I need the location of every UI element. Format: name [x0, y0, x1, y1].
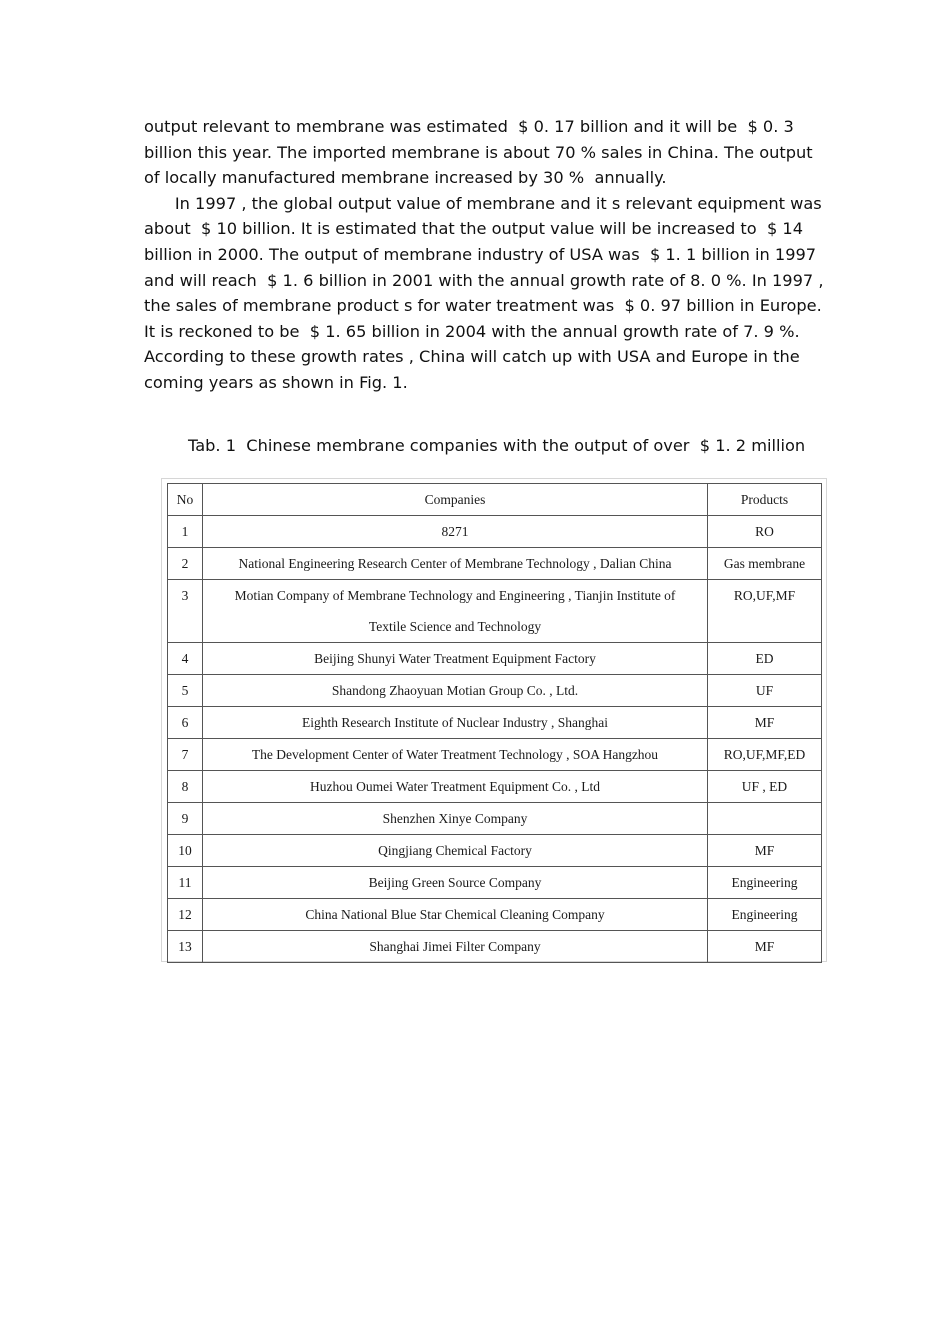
table-row: [168, 899, 822, 931]
header-no: No: [168, 484, 203, 516]
row-company: 8271: [203, 516, 708, 548]
row-company: Beijing Shunyi Water Treatment Equipment Factory: [203, 643, 708, 675]
row-no: 9: [168, 803, 203, 835]
table-row: [168, 580, 822, 643]
row-no: 6: [168, 707, 203, 739]
row-company: China National Blue Star Chemical Cleaning Company: [203, 899, 708, 931]
row-product: Gas membrane: [708, 548, 822, 580]
table-caption: Tab. 1 Chinese membrane companies with the output of over $ 1. 2 million: [188, 436, 806, 455]
row-company: National Engineering Research Center of Membrane Technology , Dalian China: [203, 548, 708, 580]
text-line: billion in 2000. The output of membrane industry of USA was $ 1. 1 billion in 1997: [144, 244, 817, 264]
text-line: coming years as shown in Fig. 1.: [144, 372, 408, 392]
row-company: Eighth Research Institute of Nuclear Industry , Shanghai: [203, 707, 708, 739]
table-row: [168, 867, 822, 899]
row-product: Engineering: [708, 867, 822, 899]
row-no: 13: [168, 931, 203, 963]
row-product: ED: [708, 643, 822, 675]
row-no-text: 3: [181, 588, 189, 603]
row-product: RO,UF,MF,ED: [708, 739, 822, 771]
row-no: 11: [168, 867, 203, 899]
text-line: It is reckoned to be $ 1. 65 billion in 2004 with the annual growth rate of 7. 9 %.: [144, 321, 800, 341]
text-line: output relevant to membrane was estimated $ 0. 17 billion and it will be $ 0. 3: [144, 117, 794, 136]
row-product: Engineering: [708, 899, 822, 931]
row-no: 7: [168, 739, 203, 771]
row-product: UF: [708, 675, 822, 707]
row-no: [168, 580, 203, 643]
row-no: 4: [168, 643, 203, 675]
table-row: [168, 675, 822, 707]
text-line: and will reach $ 1. 6 billion in 2001 with the annual growth rate of 8. 0 %. In 1997 ,: [144, 270, 824, 290]
row-no: 2: [168, 548, 203, 580]
row-company: Huzhou Oumei Water Treatment Equipment Co. , Ltd: [203, 771, 708, 803]
table-figure: [161, 478, 827, 962]
row-company: Shandong Zhaoyuan Motian Group Co. , Ltd.: [203, 675, 708, 707]
row-product: MF: [708, 931, 822, 963]
companies-table: [167, 483, 822, 963]
row-product: MF: [708, 835, 822, 867]
row-product: UF , ED: [708, 771, 822, 803]
row-no: 5: [168, 675, 203, 707]
header-products: Products: [708, 484, 822, 516]
row-company: Shanghai Jimei Filter Company: [203, 931, 708, 963]
header-companies: Companies: [203, 484, 708, 516]
table-row: [168, 739, 822, 771]
row-product: RO: [708, 516, 822, 548]
table-row: [168, 548, 822, 580]
row-company: The Development Center of Water Treatment Technology , SOA Hangzhou: [203, 739, 708, 771]
row-no: 1: [168, 516, 203, 548]
body-text: [144, 114, 824, 396]
row-no: 10: [168, 835, 203, 867]
text-line: billion this year. The imported membrane is about 70 % sales in China. The output: [144, 142, 813, 162]
row-product: MF: [708, 707, 822, 739]
table-row: [168, 931, 822, 963]
row-product: [708, 803, 822, 835]
row-no: 8: [168, 771, 203, 803]
table-header-row: [168, 484, 822, 516]
row-company: Beijing Green Source Company: [203, 867, 708, 899]
text-line: the sales of membrane product s for water treatment was $ 0. 97 billion in Europe.: [144, 296, 822, 316]
row-company: Shenzhen Xinye Company: [203, 803, 708, 835]
text-line: about $ 10 billion. It is estimated that the output value will be increased to $ 14: [144, 219, 804, 239]
table-row: [168, 643, 822, 675]
text-line: According to these growth rates , China will catch up with USA and Europe in the: [144, 347, 800, 367]
table-row: [168, 803, 822, 835]
text-line: of locally manufactured membrane increased by 30 % annually.: [144, 168, 667, 188]
text-line: In 1997 , the global output value of membrane and it s relevant equipment was: [144, 193, 822, 213]
table-row: [168, 707, 822, 739]
row-company-line1: Motian Company of Membrane Technology and Engineering , Tianjin Institute of: [234, 588, 676, 603]
row-product-text: RO,UF,MF: [733, 588, 796, 603]
row-company-line2: Textile Science and Technology: [368, 619, 542, 634]
row-company: [203, 580, 708, 643]
table-row: [168, 771, 822, 803]
table-row: [168, 516, 822, 548]
row-company: Qingjiang Chemical Factory: [203, 835, 708, 867]
row-no: 12: [168, 899, 203, 931]
row-product: [708, 580, 822, 643]
table-row: [168, 835, 822, 867]
